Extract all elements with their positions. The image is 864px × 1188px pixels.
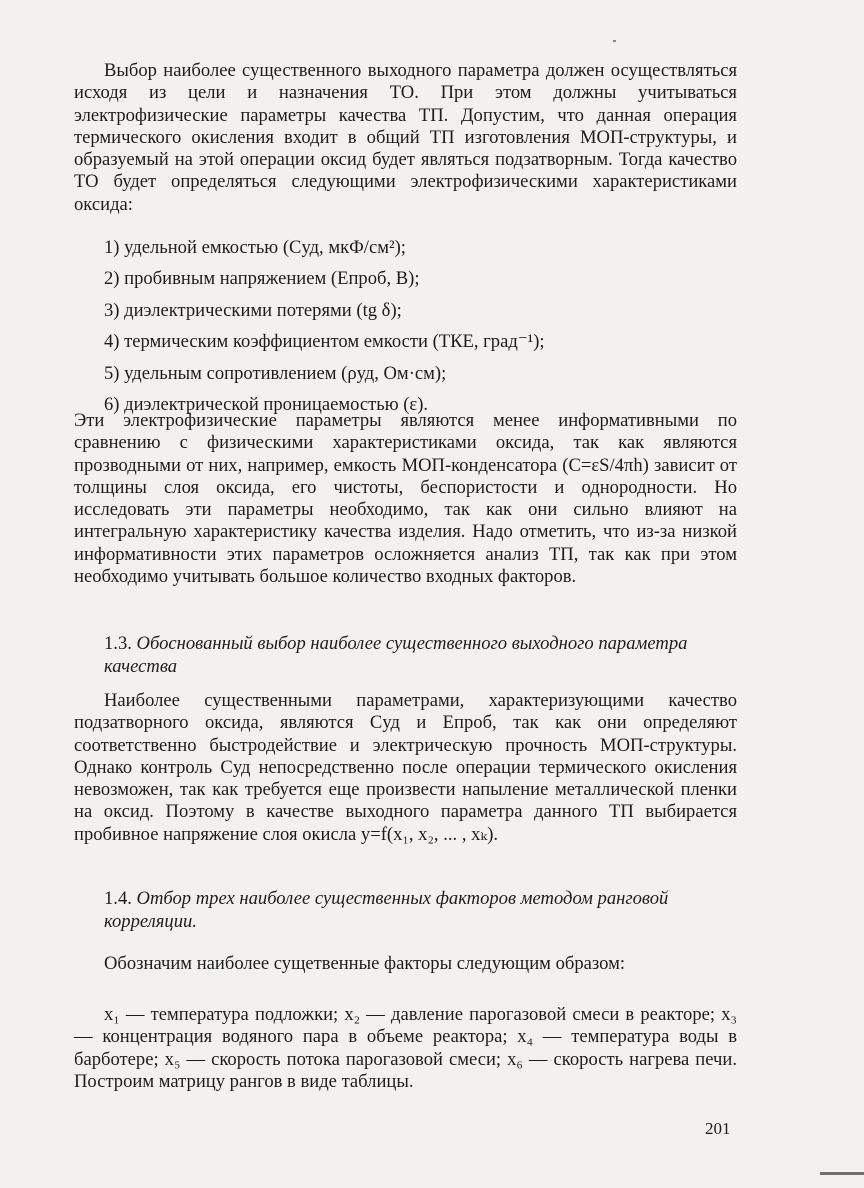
list-item: 5) удельным сопротивлением (ρуд, Ом·см); — [104, 362, 447, 384]
list-item: 1) удельной емкостью (Cуд, мкФ/см²); — [104, 237, 406, 258]
scan-speck — [613, 40, 616, 42]
section-title: Обоснованный выбор наиболее существенного выходного параметра качества — [104, 633, 688, 677]
factors-intro-block — [74, 953, 737, 975]
page-number: 201 — [705, 1119, 731, 1138]
section-number: 1.3. — [104, 633, 132, 654]
list-item: 6) диэлектрической проницаемостью (ε). — [104, 393, 429, 415]
list-item: 2) пробивным напряжением (Eпроб, В); — [104, 268, 420, 290]
list-item: 3) диэлектрическими потерями (tg δ); — [104, 299, 402, 321]
section-heading-1-3 — [104, 632, 744, 678]
list-item: 4) термическим коэффициентом емкости (ТКЕ, град⁻¹); — [104, 331, 545, 353]
intro-paragraph: Выбор наиболее существенного выходного параметра должен осуществляться исходя из цели и назначения ТО. При этом должны учитываться электрофизические параметры качества ТП. Допустим, что данная операция термического окисления входит в общий ТП изготовления МОП-структуры, и образуемый на этой операции оксид будет являться подзатворным. Тогда качество ТО будет определяться следующими электрофизическими характеристиками оксида: — [74, 60, 737, 215]
factors-list-block — [74, 1004, 737, 1093]
explanation-paragraph: Эти электрофизические параметры являются менее информативными по сравнению с физическими характеристиками оксида, так как являются прозводными от них, например, емкость МОП-конденсатора (C=εS/4πh) зависит от толщины слоя оксида, его чистоты, беспористости и однородности. Но исследовать эти параметры необходимо, так как они сильно влияют на интегральную характеристику качества изделия. Надо отметить, что из-за низкой информативности этих параметров осложняется анализ ТП, так как при этом необходимо учитывать большое количество входных факторов. — [74, 410, 737, 588]
section-number: 1.4. — [104, 888, 132, 909]
output-parameter-paragraph: Наиболее существенными параметрами, характеризующими качество подзатворного оксида, являются Cуд и Eпроб, так как они определяют соответственно быстродействие и электрическую прочность МОП-структуры. Однако контроль Cуд непосредственно после операции термического окисления невозможен, так как требуется еще произвести напыление металлической пленки на оксид. Поэтому в качестве выходного параметра данного ТП выбирается пробивное напряжение слоя окисла y=f(x₁, x₂, ... , xₖ). — [74, 690, 737, 845]
explanation-paragraph-block — [74, 410, 737, 588]
section-heading-1-4 — [104, 887, 744, 933]
scan-edge-line — [820, 1172, 864, 1175]
factors-paragraph: x₁ — температура подложки; x₂ — давление парогазовой смеси в реакторе; x₃ — концентрация водяного пара в объеме реактора; x₄ — температура воды в барботере; x₅ — скорость потока парогазовой смеси; x₆ — скорость нагрева печи. Построим матрицу рангов в виде таблицы. — [74, 1004, 737, 1092]
intro-paragraph-block — [74, 60, 737, 216]
factors-intro-paragraph: Обозначим наиболее сущетвенные факторы следующим образом: — [104, 953, 626, 974]
output-parameter-paragraph-block — [74, 690, 737, 846]
section-title: Отбор трех наиболее существенных факторов методом ранговой корреляции. — [104, 888, 669, 932]
parameter-list — [104, 236, 744, 424]
